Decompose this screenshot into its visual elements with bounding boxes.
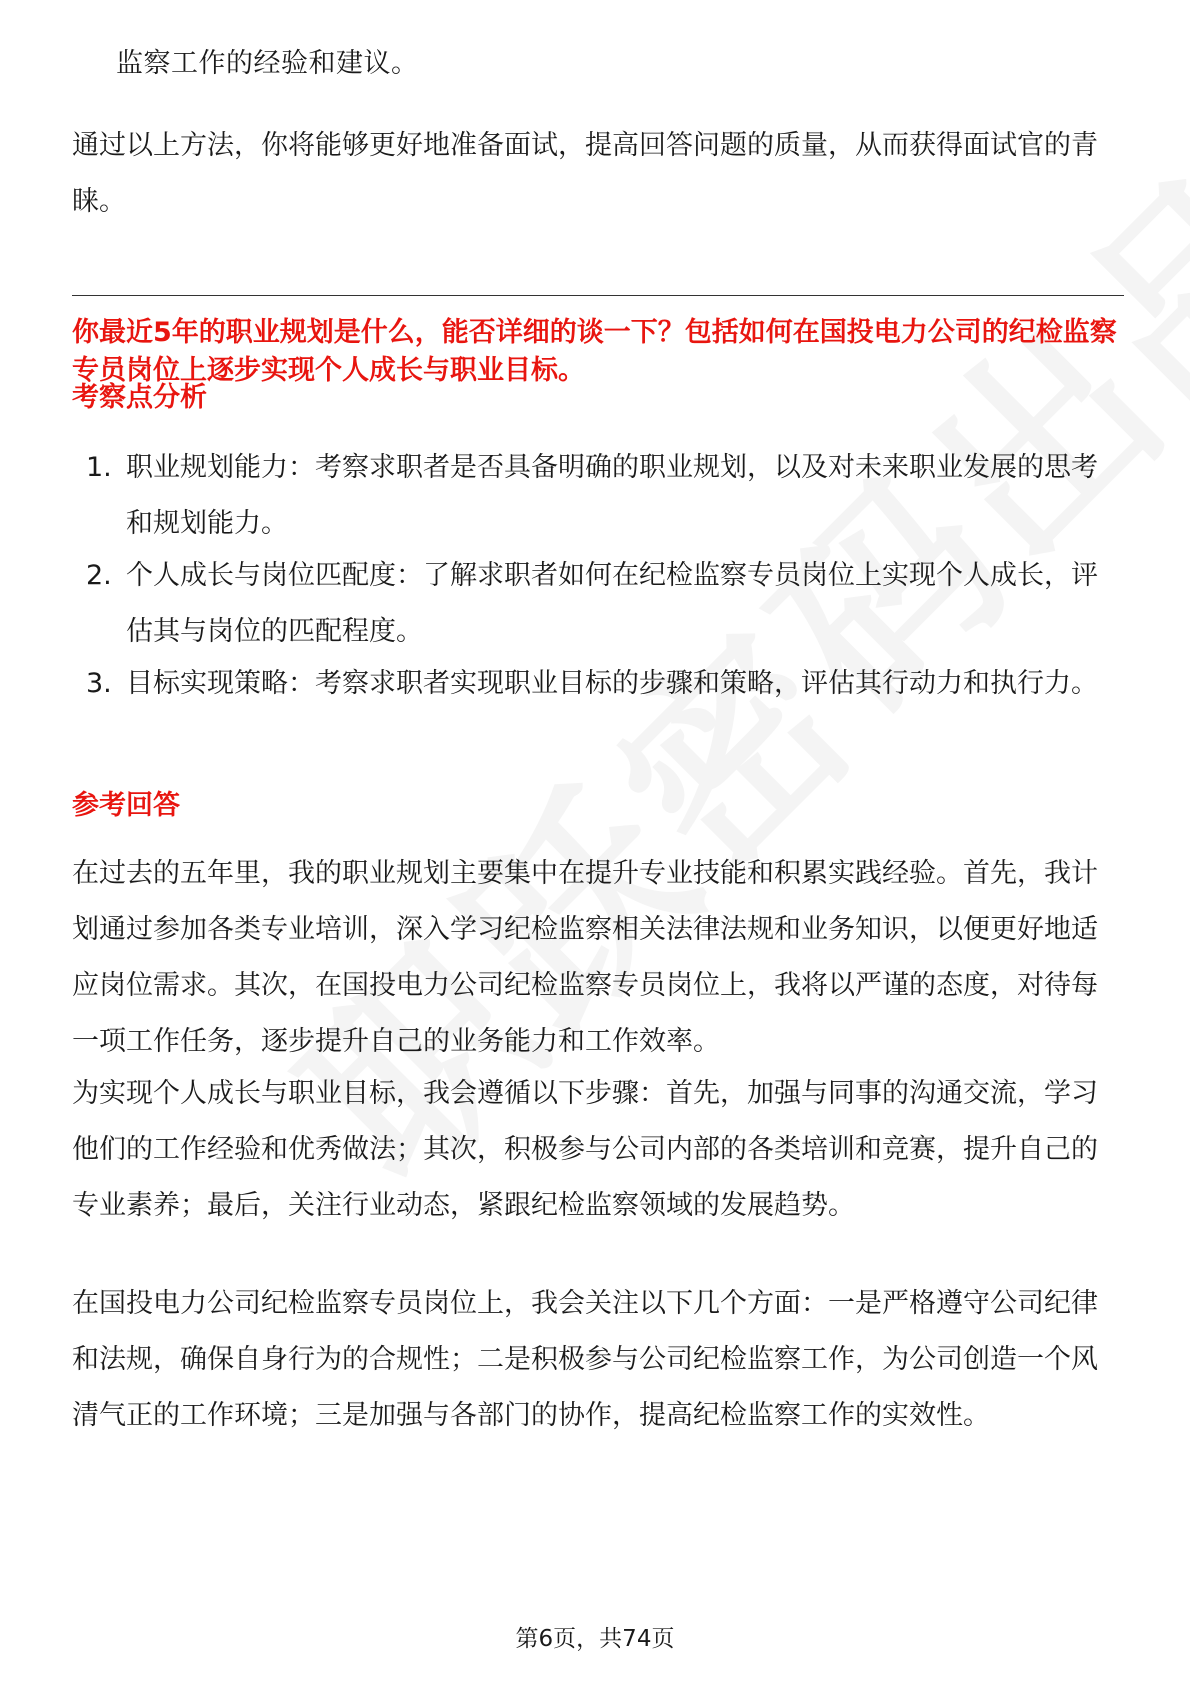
- list-text: 目标实现策略：考察求职者实现职业目标的步骤和策略，评估其行动力和执行力。: [126, 668, 1098, 699]
- list-item: [72, 656, 1122, 712]
- list-number: 1.: [86, 452, 112, 483]
- list-number: 2.: [86, 560, 112, 591]
- list-item: [72, 548, 1122, 660]
- list-item: [72, 440, 1122, 552]
- intro-paragraph: 通过以上方法，你将能够更好地准备面试，提高回答问题的质量，从而获得面试官的青睐。: [72, 130, 1098, 217]
- list-text: 个人成长与岗位匹配度：了解求职者如何在纪检监察专员岗位上实现个人成长，评估其与岗位的匹配程度。: [126, 560, 1098, 647]
- section-divider: [72, 295, 1124, 296]
- answer-paragraph: 在过去的五年里，我的职业规划主要集中在提升专业技能和积累实践经验。首先，我计划通过参加各类专业培训，深入学习纪检监察相关法律法规和业务知识，以便更好地适应岗位需求。其次，在国投电力公司纪检监察专员岗位上，我将以严谨的态度，对待每一项工作任务，逐步提升自己的业务能力和工作效率。: [72, 858, 1098, 1057]
- answer-paragraph: 在国投电力公司纪检监察专员岗位上，我会关注以下几个方面：一是严格遵守公司纪律和法规，确保自身行为的合规性；二是积极参与公司纪检监察工作，为公司创造一个风清气正的工作环境；三是加强与各部门的协作，提高纪检监察工作的实效性。: [72, 1288, 1098, 1431]
- list-text: 职业规划能力：考察求职者是否具备明确的职业规划，以及对未来职业发展的思考和规划能力。: [126, 452, 1098, 539]
- list-number: 3.: [86, 668, 112, 699]
- page-footer: 第6页，共74页: [515, 1626, 675, 1652]
- answer-paragraph: 为实现个人成长与职业目标，我会遵循以下步骤：首先，加强与同事的沟通交流，学习他们的工作经验和优秀做法；其次，积极参与公司内部的各类培训和竞赛，提升自己的专业素养；最后，关注行业动态，紧跟纪检监察领域的发展趋势。: [72, 1078, 1098, 1221]
- answer-heading: 参考回答: [72, 790, 180, 821]
- analysis-heading: 考察点分析: [72, 382, 207, 413]
- continuation-line: 监察工作的经验和建议。: [116, 48, 419, 79]
- question-heading: 你最近5年的职业规划是什么，能否详细的谈一下？包括如何在国投电力公司的纪检监察专员岗位上逐步实现个人成长与职业目标。: [72, 317, 1117, 386]
